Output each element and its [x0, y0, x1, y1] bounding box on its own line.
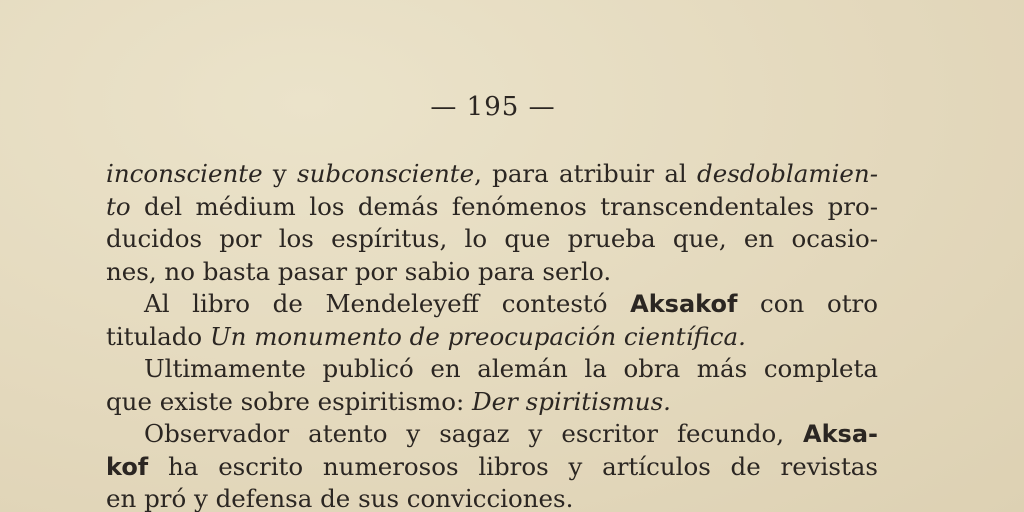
- text-run: y: [262, 159, 298, 188]
- text-run: con otro: [737, 289, 879, 318]
- page-number: — 195 —: [430, 92, 556, 122]
- text-line: [106, 191, 878, 224]
- text-run: en pró y defensa de sus convicciones.: [106, 484, 574, 512]
- text-run: ha escrito numerosos libros y artículos de revistas: [148, 451, 878, 481]
- bold-name: Aksa-: [803, 420, 878, 448]
- text-run: Observador atento y sagaz y escritor fecundo,: [144, 419, 804, 448]
- italic-text: subconsciente: [297, 159, 475, 188]
- italic-text: inconsciente: [106, 159, 263, 188]
- text-run: del médium los demás fenómenos transcendentales pro-: [130, 191, 878, 221]
- text-line: [106, 158, 878, 191]
- text-line: [106, 353, 878, 386]
- italic-text: Un monumento de preocupación científica.: [209, 321, 746, 351]
- text-run: Ultimamente publicó en alemán la obra más completa: [144, 354, 878, 383]
- text-line: [106, 223, 878, 256]
- text-run: que existe sobre espiritismo:: [106, 386, 473, 416]
- text-run: , para atribuir al: [474, 159, 698, 188]
- text-run: ducidos por los espíritus, lo que prueba que, en ocasio-: [106, 224, 878, 253]
- italic-text: to: [106, 191, 131, 221]
- text-line: [106, 483, 878, 512]
- text-line: [106, 386, 878, 419]
- text-line: [106, 288, 878, 321]
- bold-name: kof: [106, 452, 149, 481]
- text-run: titulado: [106, 321, 210, 351]
- bold-name: Aksakof: [630, 290, 738, 318]
- body-text: [106, 158, 878, 512]
- italic-text: Der spiritismus.: [472, 386, 671, 416]
- text-line: [106, 321, 878, 354]
- text-line: [106, 256, 878, 289]
- text-line: [106, 451, 878, 484]
- text-run: Al libro de Mendeleyeff contestó: [144, 289, 631, 318]
- text-run: nes, no basta pasar por sabio para serlo.: [106, 256, 612, 286]
- italic-text: desdoblamien-: [697, 159, 878, 188]
- text-line: [106, 418, 878, 451]
